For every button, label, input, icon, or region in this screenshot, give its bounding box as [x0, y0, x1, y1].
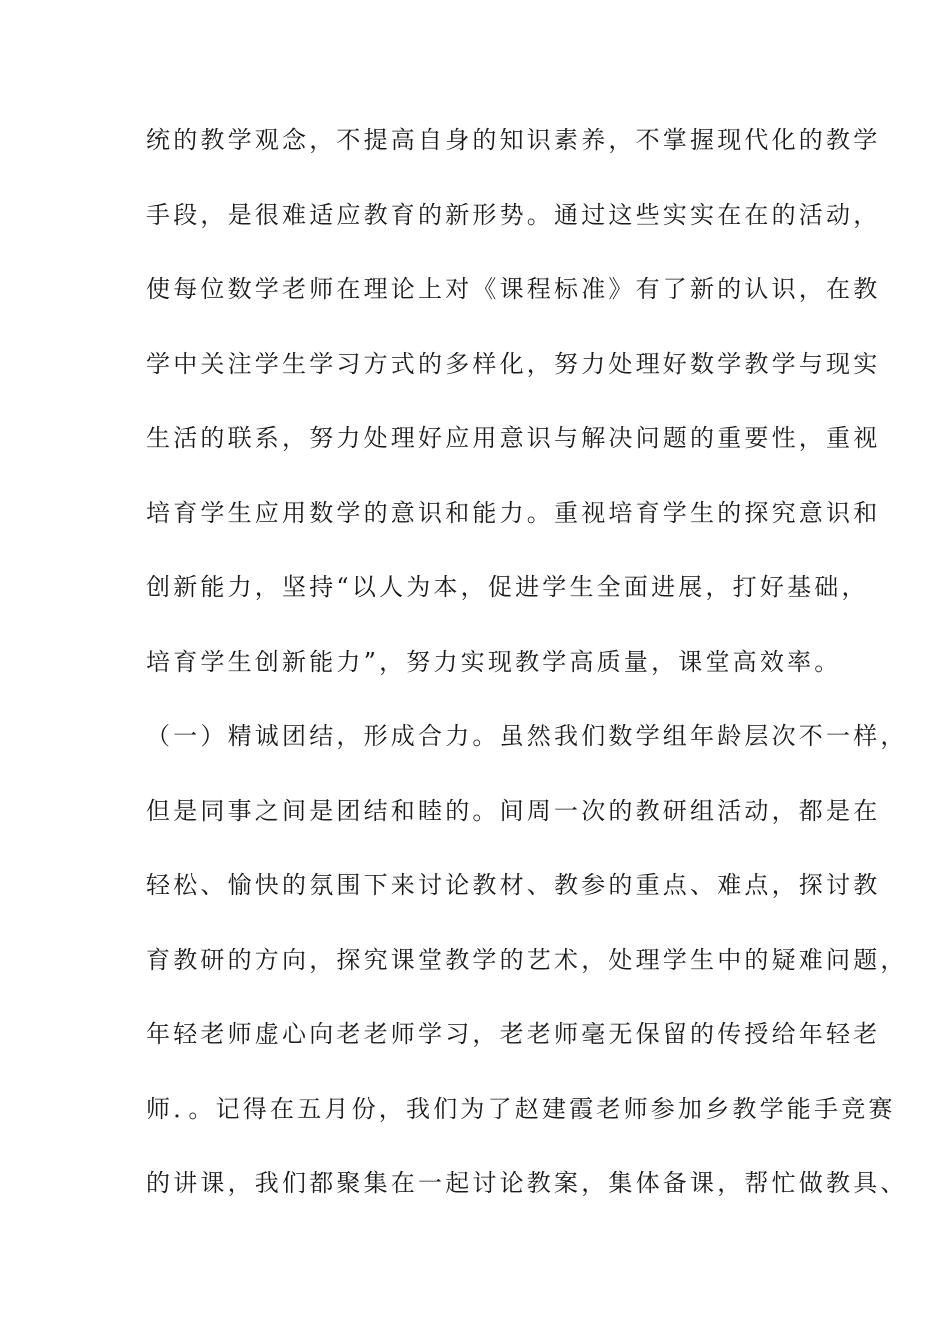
text-line-10: 但是同事之间是团结和睦的。间周一次的教研组活动，都是在 — [146, 796, 881, 825]
text-line-8: 培育学生创新能力”，努力实现教学高质量，课堂高效率。 — [146, 647, 842, 676]
body-text — [146, 126, 908, 1246]
text-line-12: 育教研的方向，探究课堂教学的艺术，处理学生中的疑难问题， — [146, 945, 908, 974]
text-line-9: （一）精诚团结，形成合力。虽然我们数学组年龄层次不一样， — [146, 722, 908, 750]
text-line-7: 创新能力，坚持“以人为本，促进学生全面进展，打好基础， — [146, 573, 869, 601]
text-line-5: 生活的联系，努力处理好应用意识与解决问题的重要性，重视 — [146, 424, 881, 452]
text-line-14: 师．。记得在五月份，我们为了赵建霞老师参加乡教学能手竞赛 — [146, 1094, 896, 1123]
text-line-2: 手段，是很难适应教育的新形势。通过这些实实在在的活动， — [146, 200, 881, 229]
text-line-11: 轻松、愉快的氛围下来讨论教材、教参的重点、难点，探讨教 — [146, 871, 881, 899]
text-line-4: 学中关注学生学习方式的多样化，努力处理好数学教学与现实 — [146, 349, 881, 378]
text-line-15: 的讲课，我们都聚集在一起讨论教案，集体备课，帮忙做教具、 — [146, 1169, 908, 1197]
text-line-1: 统的教学观念，不提高自身的知识素养，不掌握现代化的教学 — [146, 126, 881, 154]
text-line-13: 年轻老师虚心向老老师学习，老老师毫无保留的传授给年轻老 — [146, 1020, 881, 1048]
text-line-6: 培育学生应用数学的意识和能力。重视培育学生的探究意识和 — [146, 498, 881, 527]
text-line-3: 使每位数学老师在理论上对《课程标准》有了新的认识，在教 — [146, 275, 881, 303]
